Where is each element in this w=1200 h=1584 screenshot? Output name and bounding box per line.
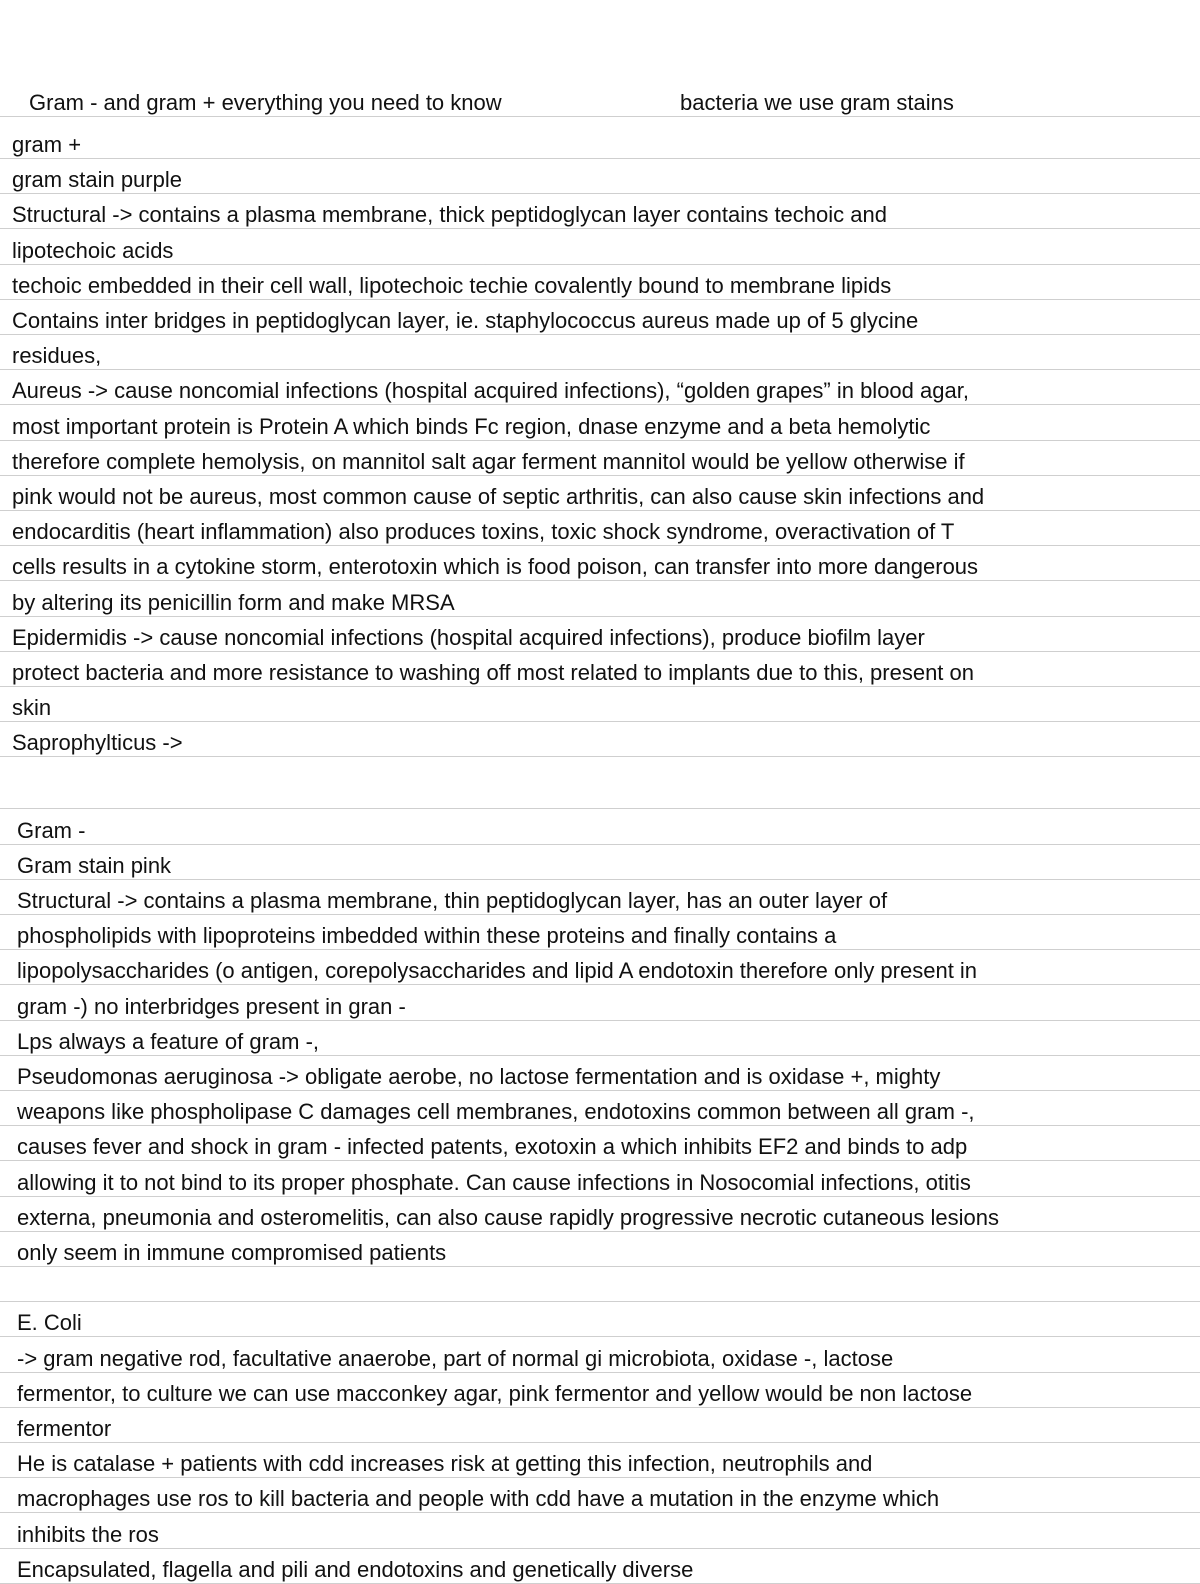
- note-line: Saprophylticus ->: [0, 722, 1200, 757]
- note-line: fermentor, to culture we can use macconkey agar, pink fermentor and yellow would be non lactose: [0, 1373, 1200, 1408]
- note-line: E. Coli: [0, 1302, 1200, 1337]
- note-line: Gram -: [0, 810, 1200, 845]
- note-line: Contains inter bridges in peptidoglycan layer, ie. staphylococcus aureus made up of 5 glycine: [0, 300, 1200, 335]
- header-line: [0, 82, 1200, 117]
- note-line: Structural -> contains a plasma membrane, thin peptidoglycan layer, has an outer layer of: [0, 880, 1200, 915]
- note-line: externa, pneumonia and osteromelitis, can also cause rapidly progressive necrotic cutaneous lesions: [0, 1197, 1200, 1232]
- note-line: Pseudomonas aeruginosa -> obligate aerobe, no lactose fermentation and is oxidase +, mighty: [0, 1056, 1200, 1091]
- note-line: endocarditis (heart inflammation) also produces toxins, toxic shock syndrome, overactivation of T: [0, 511, 1200, 546]
- note-line: phospholipids with lipoproteins imbedded within these proteins and finally contains a: [0, 915, 1200, 950]
- note-line: residues,: [0, 335, 1200, 370]
- document-title: Gram - and gram + everything you need to know: [29, 90, 502, 115]
- document-subtitle: bacteria we use gram stains: [680, 90, 954, 115]
- note-line: [0, 774, 1200, 809]
- note-line: skin: [0, 687, 1200, 722]
- note-line: weapons like phospholipase C damages cell membranes, endotoxins common between all gram -,: [0, 1091, 1200, 1126]
- note-line: only seem in immune compromised patients: [0, 1232, 1200, 1267]
- note-line: -> gram negative rod, facultative anaerobe, part of normal gi microbiota, oxidase -, lactose: [0, 1338, 1200, 1373]
- note-line: most important protein is Protein A which binds Fc region, dnase enzyme and a beta hemolytic: [0, 406, 1200, 441]
- note-line: lipotechoic acids: [0, 230, 1200, 265]
- note-line: Epidermidis -> cause noncomial infections (hospital acquired infections), produce biofilm layer: [0, 617, 1200, 652]
- note-line: gram -) no interbridges present in gran -: [0, 986, 1200, 1021]
- note-line: Structural -> contains a plasma membrane, thick peptidoglycan layer contains techoic and: [0, 194, 1200, 229]
- note-line: inhibits the ros: [0, 1514, 1200, 1549]
- note-line: Encapsulated, flagella and pili and endotoxins and genetically diverse: [0, 1549, 1200, 1584]
- note-line: by altering its penicillin form and make MRSA: [0, 582, 1200, 617]
- note-line: gram +: [0, 124, 1200, 159]
- note-line: fermentor: [0, 1408, 1200, 1443]
- note-line: cells results in a cytokine storm, enterotoxin which is food poison, can transfer into more dangerous: [0, 546, 1200, 581]
- note-line: Gram stain pink: [0, 845, 1200, 880]
- note-line: allowing it to not bind to its proper phosphate. Can cause infections in Nosocomial infections, otitis: [0, 1162, 1200, 1197]
- note-line: Lps always a feature of gram -,: [0, 1021, 1200, 1056]
- note-line: protect bacteria and more resistance to washing off most related to implants due to this, present on: [0, 652, 1200, 687]
- note-line: Aureus -> cause noncomial infections (hospital acquired infections), “golden grapes” in blood agar,: [0, 370, 1200, 405]
- note-line: gram stain purple: [0, 159, 1200, 194]
- note-line: He is catalase + patients with cdd increases risk at getting this infection, neutrophils and: [0, 1443, 1200, 1478]
- note-line: macrophages use ros to kill bacteria and people with cdd have a mutation in the enzyme which: [0, 1478, 1200, 1513]
- note-line: pink would not be aureus, most common cause of septic arthritis, can also cause skin infections and: [0, 476, 1200, 511]
- note-line: lipopolysaccharides (o antigen, corepolysaccharides and lipid A endotoxin therefore only present in: [0, 950, 1200, 985]
- note-line: therefore complete hemolysis, on mannitol salt agar ferment mannitol would be yellow otherwise if: [0, 441, 1200, 476]
- note-line: [0, 1267, 1200, 1302]
- note-line: techoic embedded in their cell wall, lipotechoic techie covalently bound to membrane lipids: [0, 265, 1200, 300]
- note-line: causes fever and shock in gram - infected patents, exotoxin a which inhibits EF2 and binds to adp: [0, 1126, 1200, 1161]
